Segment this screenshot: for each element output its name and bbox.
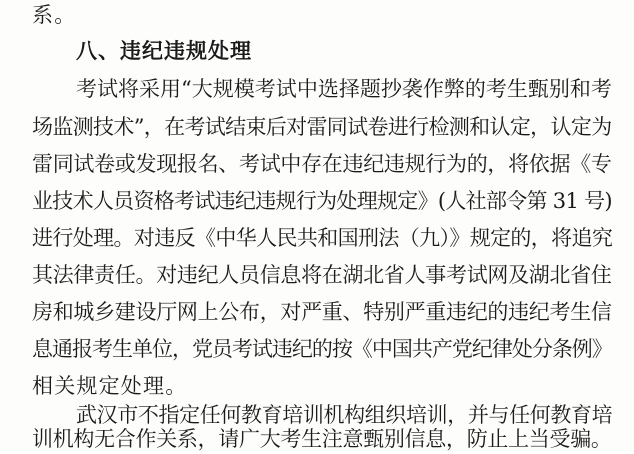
paragraph-1-line-1: 考试将采用“大规模考试中选择题抄袭作弊的考生甄别和考: [76, 77, 612, 101]
paragraph-1-line-3: 雷同试卷或发现报名、考试中存在违纪违规行为的，将依据《专: [32, 152, 612, 176]
paragraph-1-line-6: 其法律责任。对违纪人员信息将在湖北省人事考试网及湖北省住: [32, 263, 612, 287]
paragraph-1-line-9: 相关规定处理。: [32, 374, 188, 398]
paragraph-1-line-4: 业技术人员资格考试违纪违规行为处理规定》(人社部令第 31 号): [32, 189, 612, 213]
section-heading: 八、违纪违规处理: [76, 39, 252, 63]
paragraph-1-line-2: 场监测技术”，在考试结束后对雷同试卷进行检测和认定，认定为: [32, 115, 612, 139]
text-line-prev-end: 系。: [32, 3, 77, 27]
paragraph-1-line-5: 进行处理。对违反《中华人民共和国刑法（九）》规定的，将追究: [32, 226, 613, 250]
paragraph-1-line-8: 息通报考生单位，党员考试违纪的按《中国共产党纪律处分条例》: [32, 337, 612, 361]
paragraph-1-line-7: 房和城乡建设厅网上公布，对严重、特别严重违纪的违纪考生信: [32, 300, 612, 324]
paragraph-2-line-2: 训机构无合作关系，请广大考生注意甄别信息，防止上当受骗。: [32, 427, 612, 451]
paragraph-2-line-1: 武汉市不指定任何教育培训机构组织培训，并与任何教育培: [76, 403, 613, 427]
